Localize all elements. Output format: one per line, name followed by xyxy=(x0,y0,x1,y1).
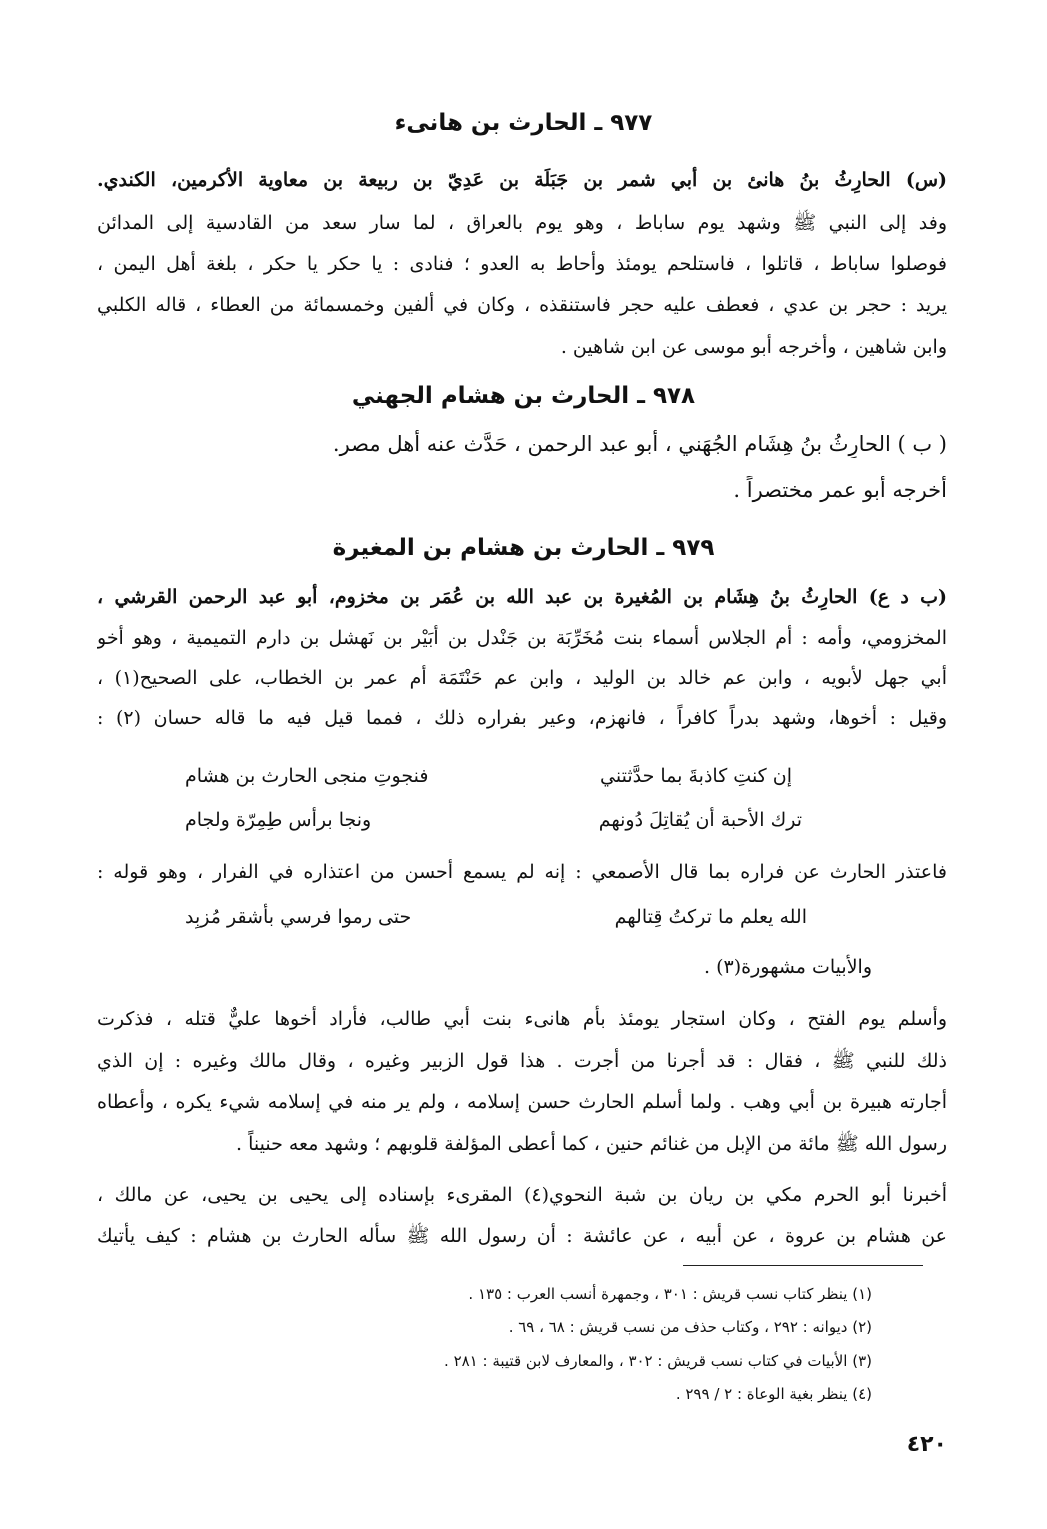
entry-979-para3-line: أخبرنا أبو الحرم مكي بن ريان بن شبة النحوي(٤) المقرىء بإسناده إلى يحيى بن يحيى، عن مالك ، xyxy=(97,1184,947,1206)
footnote: (١) ينظر كتاب نسب قريش : ٣٠١ ، وجمهرة أنسب العرب : ١٣٥ . xyxy=(468,1285,872,1303)
entry-977-heading: ٩٧٧ ـ الحارث بن هانىء xyxy=(394,110,653,136)
poem-1-verse-2-first-hemistich: ترك الأحبة أن يُقاتِلَ دُونهم xyxy=(598,809,802,831)
page-number: ٤٢٠ xyxy=(906,1432,947,1457)
poem-1-verse-1-second-hemistich: فنجوتِ منجى الحارث بن هشام xyxy=(185,765,429,787)
poem-2-second-hemistich: حتى رموا فرسي بأشقر مُزبِد xyxy=(185,906,412,928)
poem-1-verse-2-second-hemistich: ونجا برأس طِمِرّة ولجام xyxy=(185,809,372,831)
entry-977-line: فوصلوا ساباط ، قاتلوا ، فاستلحم يومئذ وأحاط به العدو ؛ فنادى : يا حكر يا حكر ، بلغة أهل اليمن ، xyxy=(97,253,947,275)
footnote-divider xyxy=(683,1265,923,1266)
entry-979-line: (ب د ع) الحارِثُ بنُ هِشَام بن المُغيرة بن عبد الله بن عُمَر بن مخزوم، أبو عبد الرحمن القرشي ، xyxy=(97,586,947,608)
entry-979-para2-line: ذلك للنبي ﷺ ، فقال : قد أجرنا من أجرت . هذا قول الزبير وغيره ، وقال مالك وغيره : إن الذي xyxy=(97,1050,947,1072)
entry-977-line: (س) الحارِثُ بنُ هانئ بن أبي شمر بن جَبَلَة بن عَدِيّ بن ربيعة بن معاوية الأكرمين، الكندي. xyxy=(97,169,947,191)
entry-979-para2-line: رسول الله ﷺ مائة من الإبل من غنائم حنين ، كما أعطى المؤلفة قلوبهم ؛ وشهد معه حنيناً . xyxy=(236,1133,947,1155)
entry-978-line: أخرجه أبو عمر مختصراً . xyxy=(733,478,947,502)
entry-979-heading: ٩٧٩ ـ الحارث بن هشام بن المغيرة xyxy=(332,535,715,561)
poem-1-verse-1-first-hemistich: إن كنتِ كاذبةَ بما حدَّثتني xyxy=(600,765,792,787)
entry-979-interlude: فاعتذر الحارث عن فراره بما قال الأصمعي : إنه لم يسمع أحسن من اعتذاره في الفرار ، وهو قوله : xyxy=(97,861,947,883)
footnote: (٢) ديوانه : ٢٩٢ ، وكتاب حذف من نسب قريش : ٦٨ ، ٦٩ . xyxy=(508,1318,872,1336)
poem-2-first-hemistich: الله يعلم ما تركتُ قِتالهم xyxy=(614,906,807,928)
entry-979-line: أبي جهل لأبويه ، وابن عم خالد بن الوليد ، وابن عم حَنْتَمَة أم عمر بن الخطاب، على الصحيح(١) ، xyxy=(97,667,947,689)
entry-977-line: وفد إلى النبي ﷺ وشهد يوم ساباط ، وهو يوم بالعراق ، لما سار سعد من القادسية إلى المدائن xyxy=(97,212,947,234)
entry-978-heading: ٩٧٨ ـ الحارث بن هشام الجهني xyxy=(351,383,696,409)
entry-979-line: وقيل : أخوها، وشهد بدراً كافراً ، فانهزم، وعير بفراره ذلك ، فمما قيل فيه ما قاله حسان (٢) : xyxy=(97,707,947,729)
entry-979-after-poem: والأبيات مشهورة(٣) . xyxy=(704,956,872,978)
entry-979-para3-line: عن هشام بن عروة ، عن أبيه ، عن عائشة : أن رسول الله ﷺ سأله الحارث بن هشام : كيف يأتيك xyxy=(97,1225,947,1247)
entry-978-line: ( ب ) الحارِثُ بنُ هِشَام الجُهَني ، أبو عبد الرحمن ، حَدَّث عنه أهل مصر. xyxy=(332,432,947,456)
entry-979-line: المخزومي، وأمه : أم الجلاس أسماء بنت مُخَرِّبَة بن جَنْدل بن أبَيْر بن نَهشل بن دارم التميمية ، وهو أخو xyxy=(97,627,947,649)
entry-977-line: وابن شاهين ، وأخرجه أبو موسى عن ابن شاهين . xyxy=(560,336,947,358)
entry-977-line: يريد : حجر بن عدي ، فعطف عليه حجر فاستنقذه ، وكان في ألفين وخمسمائة من العطاء ، قاله الكلبي xyxy=(97,294,947,316)
entry-979-para2-line: وأسلم يوم الفتح ، وكان استجار يومئذ بأم هانىء بنت أبي طالب، فأراد أخوها عليٌّ قتله ، فذكرت xyxy=(97,1008,947,1030)
entry-979-para2-line: أجارته هبيرة بن أبي وهب . ولما أسلم الحارث حسن إسلامه ، ولم ير منه في إسلامه شيء يكره ، وأعطاه xyxy=(97,1091,947,1113)
footnote: (٣) الأبيات في كتاب نسب قريش : ٣٠٢ ، والمعارف لابن قتيبة : ٢٨١ . xyxy=(444,1352,872,1370)
footnote: (٤) ينظر بغية الوعاة : ٢ / ٢٩٩ . xyxy=(675,1385,872,1403)
